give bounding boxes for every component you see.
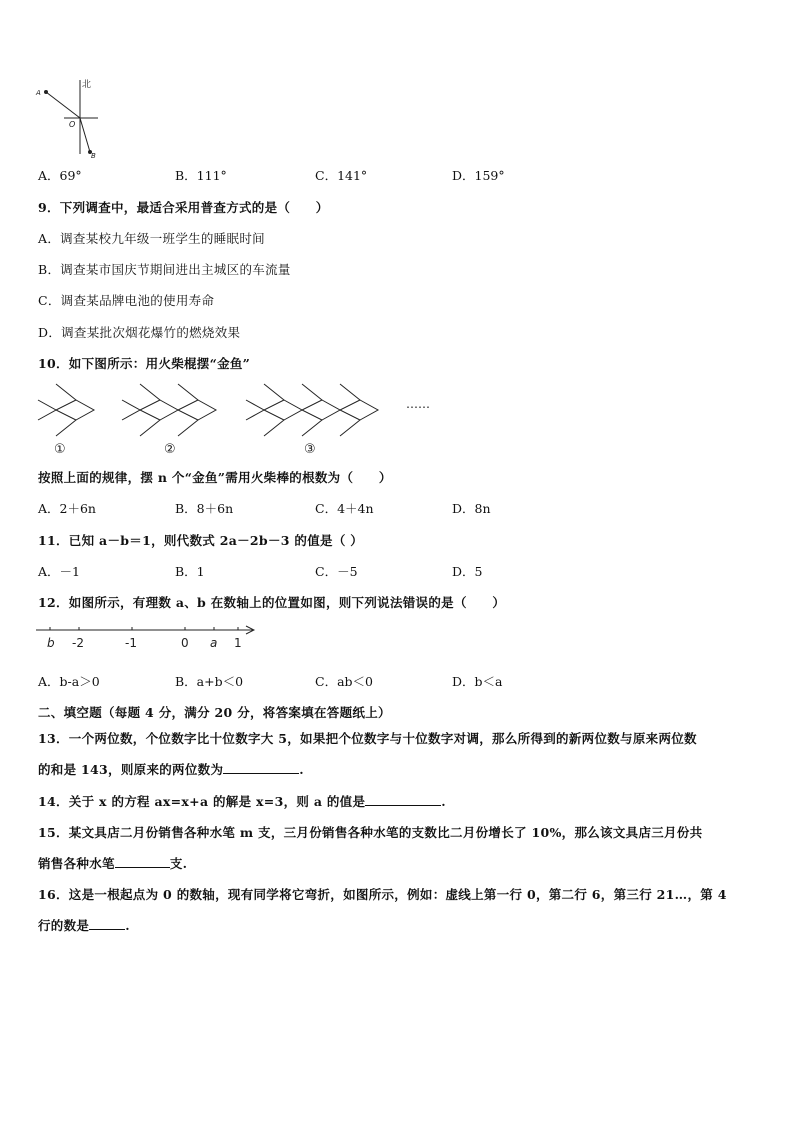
q16-text: 行的数是	[38, 918, 90, 933]
q13-period: .	[299, 762, 304, 777]
q10-option-b: B．8＋6n	[175, 501, 234, 516]
q10-option-d: D．8n	[452, 501, 491, 516]
number-line-figure	[34, 618, 264, 654]
section-heading: 二、填空题（每题 4 分，满分 20 分，将答案填在答题纸上）	[38, 705, 391, 720]
axis-label-b: b	[47, 636, 55, 650]
axis-tick-neg1: -1	[125, 636, 137, 650]
q15-answer-blank[interactable]	[115, 855, 170, 868]
q12-option-a: A．b-a＞0	[38, 674, 100, 689]
q14-line	[38, 792, 446, 810]
q8-option-c: C．141°	[315, 168, 368, 183]
q12-option-b: B．a+b＜0	[175, 674, 244, 689]
q12-stem: 12．如图所示，有理数 a、b 在数轴上的位置如图，则下列说法错误的是（ ）	[38, 595, 506, 610]
figure-label-1: ①	[54, 442, 66, 457]
q8-option-a: A．69°	[38, 168, 82, 183]
north-label: 北	[82, 80, 92, 90]
figure-label-3: ③	[304, 442, 316, 457]
axis-tick-1: 1	[234, 636, 242, 650]
q15-line2	[38, 854, 187, 872]
q12-option-d: D．b＜a	[452, 674, 503, 689]
q15-suffix: 支.	[169, 856, 188, 871]
q13-line1: 13．一个两位数，个位数字比十位数字大 5，如果把个位数字与十位数字对调，那么所得到的新两位数与原来两位数	[38, 731, 697, 746]
q8-option-d: D．159°	[452, 168, 505, 183]
angle-figure	[34, 76, 114, 162]
q11-option-a: A．－1	[38, 564, 80, 579]
q10-stem: 10．如下图所示：用火柴棍摆“金鱼”	[38, 356, 251, 371]
q14-answer-blank[interactable]	[365, 793, 441, 806]
point-o-label: O	[69, 120, 76, 129]
axis-tick-neg2: -2	[72, 636, 84, 650]
q13-answer-blank[interactable]	[223, 761, 299, 774]
q16-line1: 16．这是一根起点为 0 的数轴，现有同学将它弯折，如图所示，例如：虚线上第一行 0，第二行 6，第三行 21…，第 4	[38, 887, 727, 902]
q16-period: .	[125, 918, 130, 933]
q11-option-d: D．5	[452, 564, 483, 579]
q15-line1: 15．某文具店二月份销售各种水笔 m 支，三月份销售各种水笔的支数比二月份增长了 10%，那么该文具店三月份共	[38, 825, 703, 840]
q10-question: 按照上面的规律，摆 n 个“金鱼”需用火柴棒的根数为（ ）	[38, 470, 392, 485]
point-a-label: A	[36, 89, 41, 97]
q13-text: 的和是 143，则原来的两位数为	[38, 762, 224, 777]
q10-option-a: A．2＋6n	[38, 501, 96, 516]
q9-option-d: D．调查某批次烟花爆竹的燃烧效果	[38, 325, 241, 340]
q14-text: 14．关于 x 的方程 ax=x+a 的解是 x=3，则 a 的值是	[38, 794, 366, 809]
axis-label-a: a	[210, 636, 218, 650]
axis-tick-0: 0	[181, 636, 189, 650]
q13-line2	[38, 760, 304, 778]
q11-stem: 11．已知 a－b＝1，则代数式 2a－2b－3 的值是（ ）	[38, 533, 364, 548]
q16-answer-blank[interactable]	[89, 917, 125, 930]
q11-option-c: C．－5	[315, 564, 358, 579]
q16-line2	[38, 916, 130, 934]
ellipsis: ……	[406, 397, 430, 411]
q9-option-c: C．调查某品牌电池的使用寿命	[38, 293, 215, 308]
point-b-label: B	[91, 152, 96, 160]
q9-option-b: B．调查某市国庆节期间进出主城区的车流量	[38, 262, 291, 277]
q8-option-b: B．111°	[175, 168, 227, 183]
q14-period: .	[441, 794, 446, 809]
q9-stem: 9．下列调查中，最适合采用普查方式的是（ ）	[38, 200, 329, 215]
q10-option-c: C．4＋4n	[315, 501, 374, 516]
q15-text: 销售各种水笔	[38, 856, 115, 871]
figure-label-2: ②	[164, 442, 176, 457]
q11-option-b: B．1	[175, 564, 205, 579]
q12-option-c: C．ab＜0	[315, 674, 373, 689]
q9-option-a: A．调查某校九年级一班学生的睡眠时间	[38, 231, 265, 246]
matchstick-fish-figure	[34, 380, 454, 460]
